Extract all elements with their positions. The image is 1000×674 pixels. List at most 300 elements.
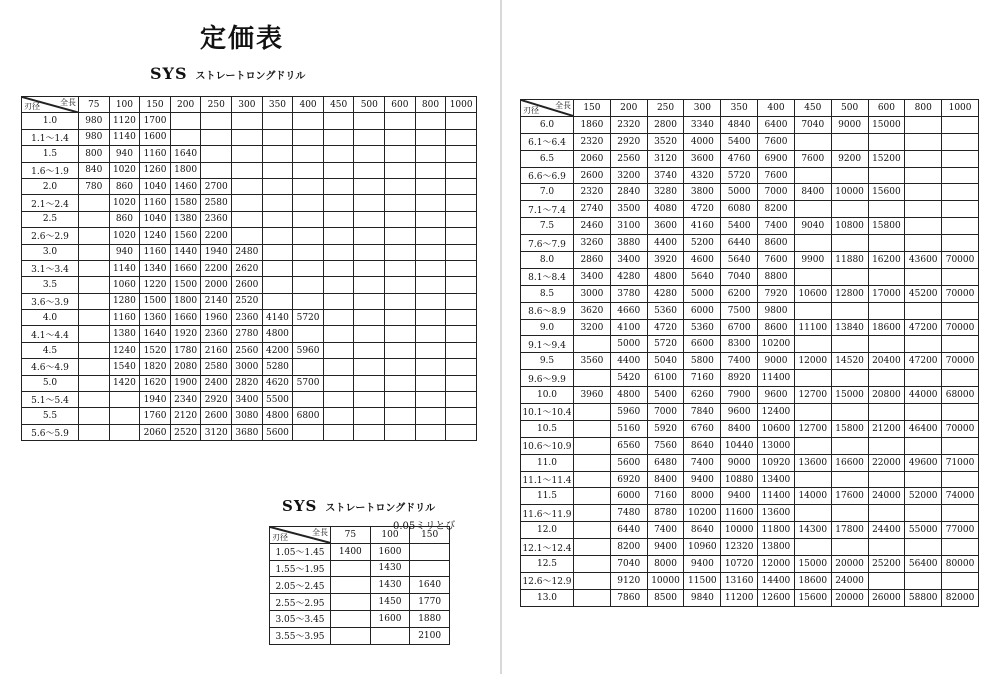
price-cell: 7480: [610, 505, 647, 522]
price-cell: 15600: [794, 589, 831, 606]
price-cell: [323, 277, 354, 293]
price-cell: 1820: [140, 359, 171, 375]
price-cell: 13600: [758, 505, 795, 522]
price-cell: 1920: [170, 326, 201, 342]
price-cell: 2200: [201, 228, 232, 244]
price-cell: 3340: [684, 116, 721, 133]
diameter-cell: 10.5: [521, 420, 574, 437]
price-cell: [293, 244, 324, 260]
price-cell: [293, 260, 324, 276]
column-header: 100: [370, 527, 410, 544]
table-row: [22, 293, 477, 309]
price-cell: [385, 392, 416, 408]
price-cell: 2480: [232, 244, 263, 260]
price-cell: 8400: [647, 471, 684, 488]
price-cell: 7000: [647, 404, 684, 421]
price-cell: [415, 146, 446, 162]
price-cell: 15000: [831, 387, 868, 404]
price-cell: 1400: [331, 543, 371, 560]
price-cell: 1140: [109, 260, 140, 276]
price-cell: 10000: [647, 572, 684, 589]
diameter-cell: 7.6～7.9: [521, 235, 574, 252]
price-cell: [415, 260, 446, 276]
price-cell: 14300: [794, 522, 831, 539]
diameter-cell: 3.6～3.9: [22, 293, 79, 309]
price-cell: 3560: [574, 353, 611, 370]
price-cell: [868, 268, 905, 285]
diameter-cell: 12.6～12.9: [521, 572, 574, 589]
table-row: [521, 319, 979, 336]
price-cell: 2100: [410, 627, 450, 644]
price-cell: [794, 404, 831, 421]
diameter-cell: 1.05～1.45: [270, 543, 331, 560]
price-cell: 2000: [201, 277, 232, 293]
price-cell: [831, 404, 868, 421]
price-cell: [942, 235, 979, 252]
price-cell: 4720: [647, 319, 684, 336]
price-cell: 15000: [868, 116, 905, 133]
price-cell: 5420: [610, 370, 647, 387]
price-cell: 10880: [721, 471, 758, 488]
diameter-cell: 12.1～12.4: [521, 539, 574, 556]
diameter-cell: 11.5: [521, 488, 574, 505]
price-cell: [331, 627, 371, 644]
price-cell: 840: [79, 162, 110, 178]
price-cell: 1020: [109, 195, 140, 211]
price-cell: [446, 326, 477, 342]
diameter-cell: 8.1～8.4: [521, 268, 574, 285]
price-cell: [831, 167, 868, 184]
price-cell: 2360: [232, 310, 263, 326]
price-cell: 17800: [831, 522, 868, 539]
price-cell: 2600: [232, 277, 263, 293]
price-cell: [410, 543, 450, 560]
price-cell: [79, 326, 110, 342]
price-cell: 11500: [684, 572, 721, 589]
price-cell: [262, 129, 293, 145]
price-cell: 4140: [262, 310, 293, 326]
price-cell: 18600: [868, 319, 905, 336]
price-cell: [293, 326, 324, 342]
column-header: 250: [201, 97, 232, 113]
price-cell: 4280: [647, 285, 684, 302]
price-cell: [293, 113, 324, 129]
price-cell: 14000: [794, 488, 831, 505]
price-cell: 3200: [610, 167, 647, 184]
price-cell: 2580: [201, 195, 232, 211]
price-cell: [446, 375, 477, 391]
price-cell: [574, 488, 611, 505]
table-row: [521, 218, 979, 235]
price-cell: [385, 129, 416, 145]
price-cell: 4800: [610, 387, 647, 404]
price-cell: 7600: [758, 133, 795, 150]
price-cell: 1580: [170, 195, 201, 211]
price-cell: [293, 146, 324, 162]
price-cell: 71000: [942, 454, 979, 471]
price-cell: 5700: [293, 375, 324, 391]
table-row: [270, 577, 450, 594]
price-cell: [794, 505, 831, 522]
price-cell: 3500: [610, 201, 647, 218]
price-cell: 6000: [610, 488, 647, 505]
price-cell: 1160: [109, 310, 140, 326]
price-cell: 2340: [170, 392, 201, 408]
price-cell: [905, 505, 942, 522]
price-cell: 17000: [868, 285, 905, 302]
price-cell: [942, 201, 979, 218]
price-cell: [905, 184, 942, 201]
price-cell: [79, 228, 110, 244]
table-row: [521, 404, 979, 421]
price-cell: 2620: [232, 260, 263, 276]
table-row: [22, 260, 477, 276]
price-cell: 8800: [758, 268, 795, 285]
table-row: [270, 610, 450, 627]
price-cell: [79, 424, 110, 440]
price-cell: [262, 277, 293, 293]
price-cell: 2580: [201, 359, 232, 375]
price-cell: 5200: [684, 235, 721, 252]
diameter-cell: 1.0: [22, 113, 79, 129]
price-cell: [905, 404, 942, 421]
price-cell: [354, 293, 385, 309]
price-cell: 13840: [831, 319, 868, 336]
price-table-right: [520, 99, 979, 607]
column-header: 150: [410, 527, 450, 544]
price-cell: 3520: [647, 133, 684, 150]
price-cell: 1240: [109, 342, 140, 358]
price-cell: 9900: [794, 252, 831, 269]
price-cell: 6260: [684, 387, 721, 404]
price-cell: 9840: [684, 589, 721, 606]
price-cell: [415, 375, 446, 391]
price-cell: [323, 228, 354, 244]
price-cell: [293, 162, 324, 178]
price-cell: [415, 342, 446, 358]
price-cell: [794, 167, 831, 184]
price-cell: 4000: [684, 133, 721, 150]
price-cell: 7160: [647, 488, 684, 505]
price-cell: 15600: [868, 184, 905, 201]
price-cell: 980: [79, 129, 110, 145]
table-row: [521, 471, 979, 488]
diameter-cell: 2.0: [22, 178, 79, 194]
price-cell: [201, 113, 232, 129]
price-cell: 5960: [610, 404, 647, 421]
price-cell: [415, 113, 446, 129]
price-cell: 4800: [262, 408, 293, 424]
price-cell: 16600: [831, 454, 868, 471]
price-cell: 1450: [370, 594, 410, 611]
price-cell: 68000: [942, 387, 979, 404]
column-header: 400: [758, 100, 795, 117]
price-cell: [354, 162, 385, 178]
price-cell: [942, 302, 979, 319]
price-cell: 3120: [647, 150, 684, 167]
price-cell: 47200: [905, 319, 942, 336]
price-cell: 52000: [905, 488, 942, 505]
price-cell: 4100: [610, 319, 647, 336]
price-cell: [794, 268, 831, 285]
price-cell: 1620: [140, 375, 171, 391]
price-cell: [831, 268, 868, 285]
price-cell: 1540: [109, 359, 140, 375]
price-cell: 2060: [140, 424, 171, 440]
price-cell: [905, 539, 942, 556]
price-cell: [232, 195, 263, 211]
price-cell: 11200: [721, 589, 758, 606]
price-cell: [293, 195, 324, 211]
price-cell: 5600: [610, 454, 647, 471]
diameter-cell: 1.6～1.9: [22, 162, 79, 178]
price-cell: 1260: [140, 162, 171, 178]
price-cell: [79, 392, 110, 408]
price-cell: [905, 268, 942, 285]
price-cell: 2140: [201, 293, 232, 309]
price-cell: [868, 133, 905, 150]
price-cell: [868, 235, 905, 252]
price-cell: 9400: [684, 556, 721, 573]
price-cell: [79, 342, 110, 358]
column-header: 100: [109, 97, 140, 113]
price-cell: 14520: [831, 353, 868, 370]
price-cell: 7040: [794, 116, 831, 133]
price-cell: [794, 302, 831, 319]
price-cell: [574, 404, 611, 421]
price-cell: 1700: [140, 113, 171, 129]
price-cell: 13600: [794, 454, 831, 471]
price-cell: [794, 235, 831, 252]
price-cell: [232, 211, 263, 227]
price-cell: 5720: [721, 167, 758, 184]
price-cell: [323, 392, 354, 408]
price-cell: 9000: [831, 116, 868, 133]
price-cell: 1780: [170, 342, 201, 358]
price-cell: [354, 424, 385, 440]
price-cell: [410, 560, 450, 577]
price-cell: [446, 260, 477, 276]
price-cell: 2320: [610, 116, 647, 133]
price-cell: 24000: [831, 572, 868, 589]
price-cell: 8300: [721, 336, 758, 353]
table-row: [521, 201, 979, 218]
price-cell: [262, 113, 293, 129]
price-cell: 11880: [831, 252, 868, 269]
price-cell: 12320: [721, 539, 758, 556]
price-cell: 3400: [610, 252, 647, 269]
table-row: [521, 437, 979, 454]
length-label: 全長: [312, 528, 328, 537]
price-cell: [868, 539, 905, 556]
table-row: [22, 326, 477, 342]
price-cell: 1460: [170, 178, 201, 194]
small-subtitle-name: ストレートロングドリル: [325, 503, 436, 514]
price-cell: [323, 129, 354, 145]
price-cell: 1640: [140, 326, 171, 342]
price-cell: [262, 244, 293, 260]
price-cell: 3600: [647, 218, 684, 235]
price-cell: [385, 195, 416, 211]
price-cell: 2320: [574, 184, 611, 201]
diameter-cell: 2.1～2.4: [22, 195, 79, 211]
price-cell: [446, 392, 477, 408]
price-cell: [262, 293, 293, 309]
price-cell: [293, 424, 324, 440]
price-cell: 47200: [905, 353, 942, 370]
diameter-cell: 3.0: [22, 244, 79, 260]
price-cell: 4800: [262, 326, 293, 342]
price-cell: 13000: [758, 437, 795, 454]
table-row: [521, 387, 979, 404]
diameter-cell: 10.1～10.4: [521, 404, 574, 421]
price-cell: [354, 146, 385, 162]
price-cell: 8400: [794, 184, 831, 201]
small-subtitle-brand: SYS: [282, 497, 318, 515]
table-row: [521, 285, 979, 302]
diameter-cell: 4.6～4.9: [22, 359, 79, 375]
price-cell: 5000: [721, 184, 758, 201]
diameter-label: 刃径: [24, 102, 40, 112]
diameter-cell: 2.05～2.45: [270, 577, 331, 594]
price-cell: 5400: [647, 387, 684, 404]
column-header: 800: [905, 100, 942, 117]
price-cell: 2360: [201, 211, 232, 227]
price-cell: [323, 424, 354, 440]
price-cell: [905, 437, 942, 454]
table-row: [270, 594, 450, 611]
price-cell: 21200: [868, 420, 905, 437]
table-row: [521, 370, 979, 387]
price-cell: 6760: [684, 420, 721, 437]
diameter-cell: 9.1～9.4: [521, 336, 574, 353]
price-cell: 3080: [232, 408, 263, 424]
price-cell: 9000: [758, 353, 795, 370]
price-cell: 12700: [794, 420, 831, 437]
price-cell: [905, 150, 942, 167]
price-cell: [385, 211, 416, 227]
diameter-cell: 4.5: [22, 342, 79, 358]
price-cell: [323, 113, 354, 129]
price-cell: [370, 627, 410, 644]
table-row: [22, 342, 477, 358]
price-cell: [574, 370, 611, 387]
column-header: 150: [574, 100, 611, 117]
price-cell: 8400: [721, 420, 758, 437]
price-cell: 3100: [610, 218, 647, 235]
price-cell: [323, 310, 354, 326]
price-cell: 4660: [610, 302, 647, 319]
price-cell: 940: [109, 146, 140, 162]
price-cell: 1380: [170, 211, 201, 227]
price-cell: 2560: [232, 342, 263, 358]
price-cell: 5160: [610, 420, 647, 437]
price-cell: 1600: [140, 129, 171, 145]
price-cell: 2460: [574, 218, 611, 235]
price-cell: 1500: [140, 293, 171, 309]
price-cell: 14400: [758, 572, 795, 589]
price-cell: [794, 133, 831, 150]
table-row: [521, 302, 979, 319]
price-cell: 2520: [232, 293, 263, 309]
table-row: [22, 178, 477, 194]
price-cell: 6440: [610, 522, 647, 539]
price-cell: 3920: [647, 252, 684, 269]
price-cell: [109, 392, 140, 408]
price-cell: 2780: [232, 326, 263, 342]
price-cell: 20400: [868, 353, 905, 370]
price-cell: 1560: [170, 228, 201, 244]
price-cell: 1600: [370, 610, 410, 627]
price-cell: 1760: [140, 408, 171, 424]
price-cell: 8640: [684, 437, 721, 454]
page-gutter: [500, 0, 502, 674]
price-cell: 9000: [721, 454, 758, 471]
price-cell: [323, 260, 354, 276]
diameter-cell: 8.6～8.9: [521, 302, 574, 319]
price-cell: [293, 129, 324, 145]
price-cell: 22000: [868, 454, 905, 471]
price-cell: [942, 572, 979, 589]
price-cell: [415, 277, 446, 293]
table-row: [22, 310, 477, 326]
price-cell: 70000: [942, 285, 979, 302]
price-cell: [293, 392, 324, 408]
price-cell: [446, 310, 477, 326]
table-row: [22, 113, 477, 129]
price-cell: 1060: [109, 277, 140, 293]
length-label: 全長: [555, 101, 571, 110]
price-cell: 1160: [140, 146, 171, 162]
price-cell: 2860: [574, 252, 611, 269]
price-cell: 24400: [868, 522, 905, 539]
price-cell: 12600: [758, 589, 795, 606]
price-cell: 5720: [293, 310, 324, 326]
price-cell: 8640: [684, 522, 721, 539]
price-cell: 1940: [201, 244, 232, 260]
table-row: [22, 408, 477, 424]
price-cell: 780: [79, 178, 110, 194]
price-cell: 9400: [647, 539, 684, 556]
price-cell: 3600: [684, 150, 721, 167]
price-cell: [79, 260, 110, 276]
price-cell: 1440: [170, 244, 201, 260]
column-header: 500: [354, 97, 385, 113]
price-cell: [868, 505, 905, 522]
price-cell: 2080: [170, 359, 201, 375]
price-cell: 5640: [721, 252, 758, 269]
price-cell: [415, 211, 446, 227]
price-cell: [415, 359, 446, 375]
price-cell: [905, 370, 942, 387]
price-cell: 8200: [758, 201, 795, 218]
price-cell: 5720: [647, 336, 684, 353]
diameter-cell: 5.6～5.9: [22, 424, 79, 440]
price-cell: [201, 146, 232, 162]
price-cell: [942, 150, 979, 167]
price-cell: 1120: [109, 113, 140, 129]
diameter-cell: 6.0: [521, 116, 574, 133]
price-cell: [574, 522, 611, 539]
table-row: [22, 211, 477, 227]
price-cell: [446, 211, 477, 227]
price-cell: [201, 129, 232, 145]
price-cell: [415, 228, 446, 244]
price-cell: [385, 178, 416, 194]
table-row: [521, 235, 979, 252]
diameter-label: 刃径: [272, 532, 288, 542]
price-cell: [293, 228, 324, 244]
